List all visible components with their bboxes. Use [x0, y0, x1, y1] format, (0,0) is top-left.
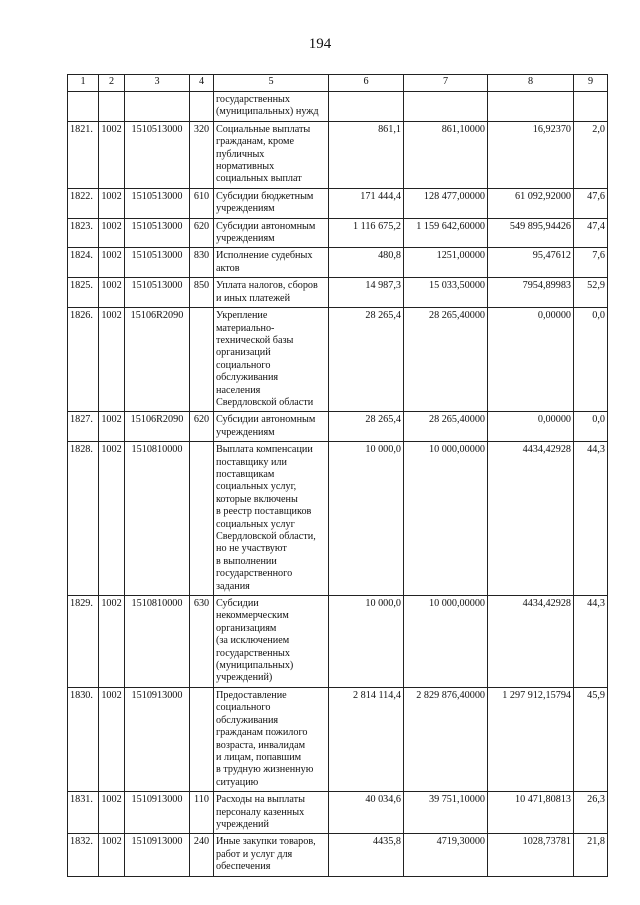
- revised-amount: 1 159 642,60000: [404, 218, 488, 248]
- section-code: 1002: [99, 792, 125, 834]
- target-article-code: 1510913000: [125, 792, 190, 834]
- expense-type-code: 320: [190, 121, 214, 188]
- expense-type-code: 630: [190, 596, 214, 688]
- section-code: 1002: [99, 121, 125, 188]
- approved-amount: 861,1: [329, 121, 404, 188]
- approved-amount: [329, 92, 404, 122]
- approved-amount: 171 444,4: [329, 188, 404, 218]
- header-col-1: 1: [68, 75, 99, 92]
- target-article-code: 1510810000: [125, 442, 190, 596]
- approved-amount: 480,8: [329, 248, 404, 278]
- target-article-code: 15106R2090: [125, 412, 190, 442]
- revised-amount: 128 477,00000: [404, 188, 488, 218]
- target-article-code: 1510913000: [125, 687, 190, 791]
- item-name: Укрепление материально- технической базы организаций социального обслуживания населения Свердловской области: [214, 308, 329, 412]
- header-col-3: 3: [125, 75, 190, 92]
- budget-table: [67, 74, 608, 877]
- item-name: Уплата налогов, сборов и иных платежей: [214, 278, 329, 308]
- item-name: Субсидии некоммерческим организациям (за исключением государственных (муниципальных) учреждений): [214, 596, 329, 688]
- table-row: [68, 308, 608, 412]
- expense-type-code: [190, 308, 214, 412]
- executed-amount: 4434,42928: [488, 596, 574, 688]
- target-article-code: 1510513000: [125, 248, 190, 278]
- table-row: [68, 218, 608, 248]
- revised-amount: 39 751,10000: [404, 792, 488, 834]
- executed-amount: 61 092,92000: [488, 188, 574, 218]
- execution-percent: 44,3: [574, 442, 608, 596]
- row-number: 1829.: [68, 596, 99, 688]
- table-row: [68, 412, 608, 442]
- table-row: [68, 442, 608, 596]
- target-article-code: [125, 92, 190, 122]
- target-article-code: 1510513000: [125, 218, 190, 248]
- revised-amount: 15 033,50000: [404, 278, 488, 308]
- execution-percent: 52,9: [574, 278, 608, 308]
- approved-amount: 40 034,6: [329, 792, 404, 834]
- execution-percent: 47,4: [574, 218, 608, 248]
- item-name: Субсидии бюджетным учреждениям: [214, 188, 329, 218]
- execution-percent: 26,3: [574, 792, 608, 834]
- revised-amount: 10 000,00000: [404, 596, 488, 688]
- section-code: 1002: [99, 188, 125, 218]
- item-name: Предоставление социального обслуживания гражданам пожилого возраста, инвалидам и лицам, попавшим в трудную жизненную ситуацию: [214, 687, 329, 791]
- approved-amount: 1 116 675,2: [329, 218, 404, 248]
- executed-amount: 4434,42928: [488, 442, 574, 596]
- execution-percent: 0,0: [574, 308, 608, 412]
- execution-percent: 7,6: [574, 248, 608, 278]
- executed-amount: 10 471,80813: [488, 792, 574, 834]
- executed-amount: 7954,89983: [488, 278, 574, 308]
- row-number: [68, 92, 99, 122]
- execution-percent: 47,6: [574, 188, 608, 218]
- revised-amount: 10 000,00000: [404, 442, 488, 596]
- section-code: 1002: [99, 278, 125, 308]
- revised-amount: [404, 92, 488, 122]
- executed-amount: 1028,73781: [488, 834, 574, 876]
- row-number: 1823.: [68, 218, 99, 248]
- expense-type-code: 850: [190, 278, 214, 308]
- expense-type-code: 620: [190, 412, 214, 442]
- header-col-6: 6: [329, 75, 404, 92]
- revised-amount: 1251,00000: [404, 248, 488, 278]
- section-code: [99, 92, 125, 122]
- executed-amount: [488, 92, 574, 122]
- target-article-code: 1510513000: [125, 188, 190, 218]
- executed-amount: 549 895,94426: [488, 218, 574, 248]
- table-row: [68, 92, 608, 122]
- item-name: Выплата компенсации поставщику или поставщикам социальных услуг, которые включены в реестр поставщиков социальных услуг Свердловской области, но не участвуют в выполнении государственного задания: [214, 442, 329, 596]
- target-article-code: 1510913000: [125, 834, 190, 876]
- revised-amount: 2 829 876,40000: [404, 687, 488, 791]
- executed-amount: 1 297 912,15794: [488, 687, 574, 791]
- table-row: [68, 248, 608, 278]
- revised-amount: 861,10000: [404, 121, 488, 188]
- table-row: [68, 834, 608, 876]
- execution-percent: 45,9: [574, 687, 608, 791]
- execution-percent: 0,0: [574, 412, 608, 442]
- approved-amount: 10 000,0: [329, 596, 404, 688]
- target-article-code: 1510810000: [125, 596, 190, 688]
- row-number: 1826.: [68, 308, 99, 412]
- section-code: 1002: [99, 308, 125, 412]
- section-code: 1002: [99, 412, 125, 442]
- expense-type-code: [190, 442, 214, 596]
- table-row: [68, 278, 608, 308]
- revised-amount: 4719,30000: [404, 834, 488, 876]
- expense-type-code: 620: [190, 218, 214, 248]
- section-code: 1002: [99, 218, 125, 248]
- table-row: [68, 792, 608, 834]
- header-col-7: 7: [404, 75, 488, 92]
- row-number: 1824.: [68, 248, 99, 278]
- row-number: 1827.: [68, 412, 99, 442]
- item-name: государственных (муниципальных) нужд: [214, 92, 329, 122]
- section-code: 1002: [99, 687, 125, 791]
- header-col-8: 8: [488, 75, 574, 92]
- approved-amount: 28 265,4: [329, 308, 404, 412]
- expense-type-code: [190, 92, 214, 122]
- table-row: [68, 687, 608, 791]
- approved-amount: 14 987,3: [329, 278, 404, 308]
- header-col-5: 5: [214, 75, 329, 92]
- execution-percent: [574, 92, 608, 122]
- row-number: 1821.: [68, 121, 99, 188]
- item-name: Субсидии автономным учреждениям: [214, 218, 329, 248]
- approved-amount: 2 814 114,4: [329, 687, 404, 791]
- item-name: Иные закупки товаров, работ и услуг для обеспечения: [214, 834, 329, 876]
- revised-amount: 28 265,40000: [404, 308, 488, 412]
- row-number: 1825.: [68, 278, 99, 308]
- section-code: 1002: [99, 596, 125, 688]
- target-article-code: 1510513000: [125, 121, 190, 188]
- header-row: [68, 75, 608, 92]
- page-number: 194: [308, 36, 332, 52]
- table-row: [68, 188, 608, 218]
- executed-amount: 0,00000: [488, 308, 574, 412]
- row-number: 1828.: [68, 442, 99, 596]
- approved-amount: 28 265,4: [329, 412, 404, 442]
- expense-type-code: 110: [190, 792, 214, 834]
- execution-percent: 44,3: [574, 596, 608, 688]
- execution-percent: 2,0: [574, 121, 608, 188]
- table-row: [68, 121, 608, 188]
- approved-amount: 4435,8: [329, 834, 404, 876]
- target-article-code: 15106R2090: [125, 308, 190, 412]
- row-number: 1832.: [68, 834, 99, 876]
- executed-amount: 95,47612: [488, 248, 574, 278]
- item-name: Расходы на выплаты персоналу казенных учреждений: [214, 792, 329, 834]
- target-article-code: 1510513000: [125, 278, 190, 308]
- expense-type-code: 610: [190, 188, 214, 218]
- expense-type-code: [190, 687, 214, 791]
- header-col-2: 2: [99, 75, 125, 92]
- section-code: 1002: [99, 834, 125, 876]
- row-number: 1830.: [68, 687, 99, 791]
- section-code: 1002: [99, 248, 125, 278]
- item-name: Субсидии автономным учреждениям: [214, 412, 329, 442]
- executed-amount: 16,92370: [488, 121, 574, 188]
- row-number: 1831.: [68, 792, 99, 834]
- expense-type-code: 240: [190, 834, 214, 876]
- item-name: Социальные выплаты гражданам, кроме публичных нормативных социальных выплат: [214, 121, 329, 188]
- item-name: Исполнение судебных актов: [214, 248, 329, 278]
- revised-amount: 28 265,40000: [404, 412, 488, 442]
- expense-type-code: 830: [190, 248, 214, 278]
- execution-percent: 21,8: [574, 834, 608, 876]
- header-col-4: 4: [190, 75, 214, 92]
- approved-amount: 10 000,0: [329, 442, 404, 596]
- row-number: 1822.: [68, 188, 99, 218]
- header-col-9: 9: [574, 75, 608, 92]
- section-code: 1002: [99, 442, 125, 596]
- executed-amount: 0,00000: [488, 412, 574, 442]
- table-row: [68, 596, 608, 688]
